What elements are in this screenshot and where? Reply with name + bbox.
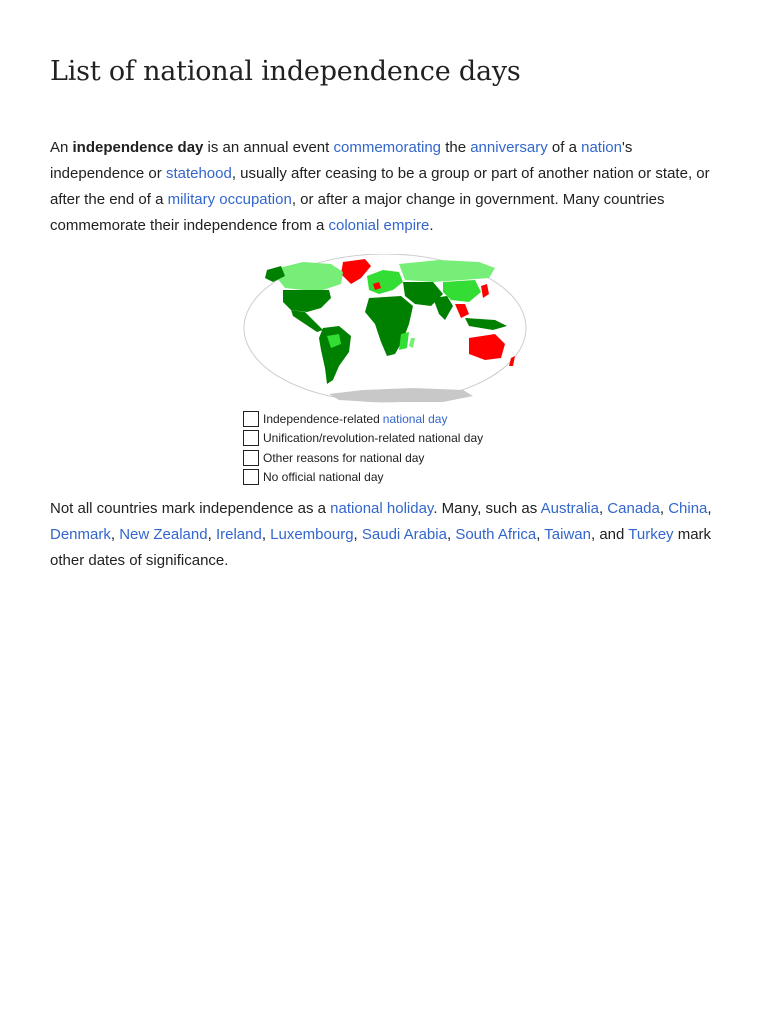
- intro-text: the: [441, 139, 471, 156]
- legend-swatch: [243, 469, 259, 485]
- link-ireland[interactable]: Ireland: [215, 526, 262, 543]
- link-national-holiday[interactable]: national holiday: [330, 500, 434, 517]
- map-legend: [243, 409, 543, 487]
- link-military-occupation[interactable]: military occupation: [167, 191, 292, 208]
- para-text: ,: [446, 526, 456, 543]
- link-china[interactable]: China: [668, 500, 708, 517]
- legend-label: No official national day: [263, 470, 384, 485]
- link-turkey[interactable]: Turkey: [628, 526, 674, 543]
- page-title: List of national independence days: [50, 56, 521, 87]
- world-map-svg: [243, 254, 529, 406]
- para-text: Not all countries mark independence as a: [50, 500, 331, 517]
- intro-text: 's independence or: [50, 139, 633, 182]
- legend-item-unification: [243, 429, 543, 449]
- intro-text: is an annual event: [203, 139, 334, 156]
- legend-swatch: [243, 450, 259, 466]
- intro-text: An: [50, 139, 73, 156]
- link-commemorating[interactable]: commemorating: [333, 139, 442, 156]
- link-south-africa[interactable]: South Africa: [455, 526, 537, 543]
- legend-label: Other reasons for national day: [263, 450, 425, 465]
- legend-swatch: [243, 430, 259, 446]
- countries-paragraph: [50, 496, 722, 574]
- link-colonial-empire[interactable]: colonial empire: [328, 217, 430, 234]
- intro-paragraph: [50, 135, 722, 239]
- link-australia[interactable]: Australia: [540, 500, 599, 517]
- para-text: ,: [659, 500, 669, 517]
- legend-item-independence: [243, 409, 543, 429]
- para-text: ,: [110, 526, 120, 543]
- intro-text: , usually after ceasing to be a group or part of another nation or state, or after the end of a: [50, 165, 710, 208]
- link-new-zealand[interactable]: New Zealand: [119, 526, 208, 543]
- legend-item-other: [243, 448, 543, 468]
- legend-label: Independence-related: [263, 411, 380, 426]
- para-text: ,: [207, 526, 216, 543]
- para-text: ,: [707, 500, 712, 517]
- intro-text: of a: [547, 139, 582, 156]
- link-luxembourg[interactable]: Luxembourg: [270, 526, 354, 543]
- legend-swatch: [243, 411, 259, 427]
- para-text: ,: [261, 526, 271, 543]
- para-text: ,: [598, 500, 608, 517]
- intro-text: .: [429, 217, 434, 234]
- intro-text: , or after a major change in government. Many countries commemorate their independence from a: [50, 191, 665, 234]
- legend-item-none: [243, 468, 543, 488]
- link-statehood[interactable]: statehood: [165, 165, 232, 182]
- link-saudi-arabia[interactable]: Saudi Arabia: [361, 526, 447, 543]
- map-canada: [277, 262, 343, 290]
- para-text: ,: [353, 526, 362, 543]
- bold-term-independence-day: independence day: [72, 139, 204, 156]
- para-text: ,: [536, 526, 545, 543]
- para-text: mark other dates of significance.: [50, 526, 712, 569]
- link-denmark[interactable]: Denmark: [50, 526, 111, 543]
- para-text: , and: [590, 526, 629, 543]
- legend-label: Unification/revolution-related national day: [263, 431, 484, 446]
- link-anniversary[interactable]: anniversary: [470, 139, 548, 156]
- link-nation[interactable]: nation: [581, 139, 622, 156]
- world-map-image[interactable]: [243, 254, 529, 406]
- link-taiwan[interactable]: Taiwan: [544, 526, 591, 543]
- para-text: . Many, such as: [433, 500, 541, 517]
- link-canada[interactable]: Canada: [607, 500, 660, 517]
- link-national-day[interactable]: national day: [382, 411, 448, 426]
